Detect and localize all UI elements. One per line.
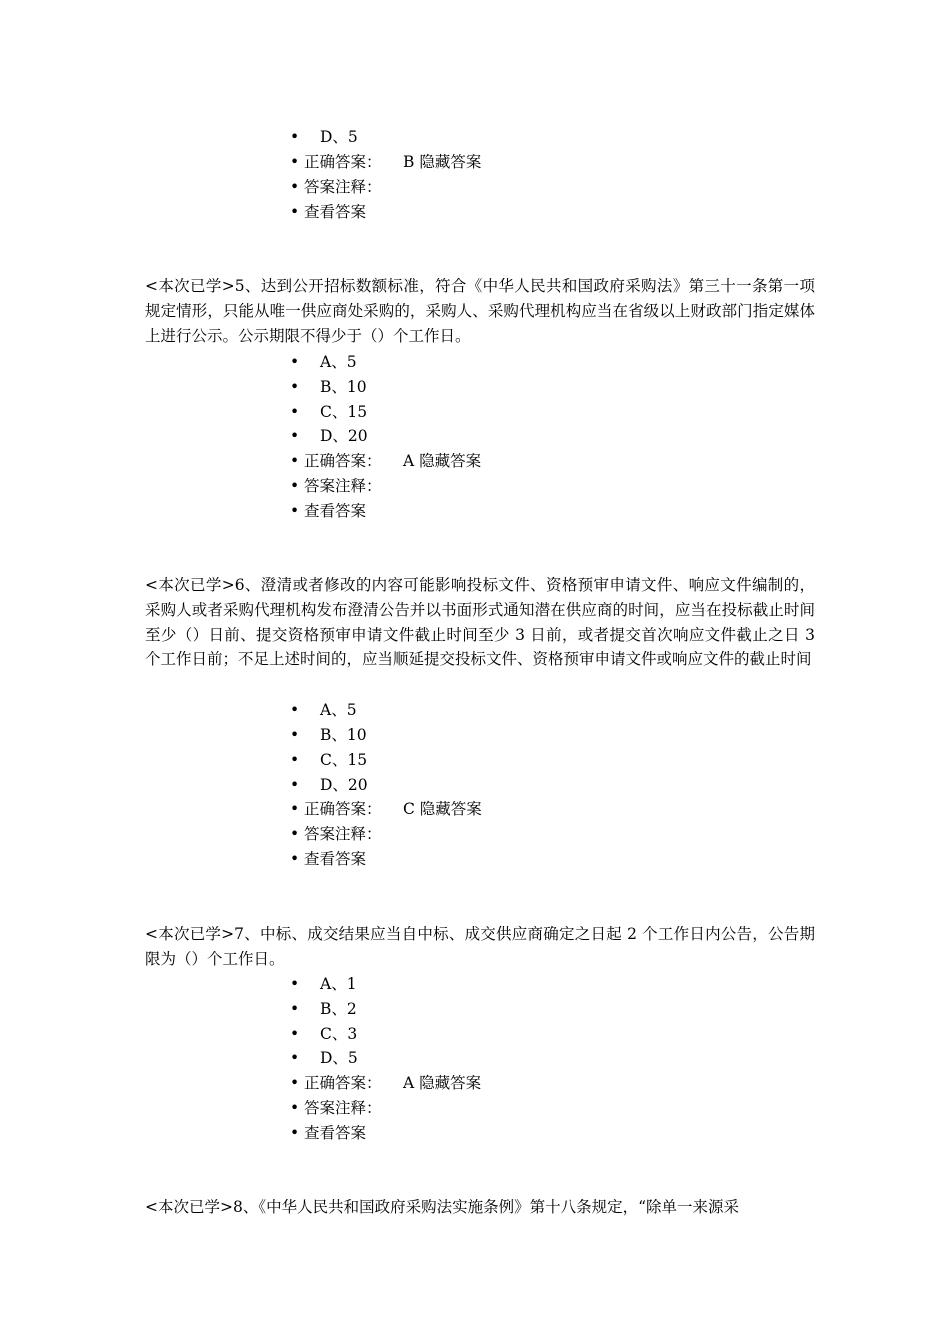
hide-answer-toggle[interactable]: A 隐藏答案 (403, 452, 482, 470)
document-page: • D、5 • 正确答案： B 隐藏答案 • 答案注释： • 查看答案 <本次已学>5、达到公开招标数额标准，符合《中华人民共和国政府采购法》第三十一条第一项规定情形，只能从唯一供应商处采购的，采购人、采购代理机构应当在省级以上财政部门指定媒体上进行公示。公示期限不得少于（）个工作日。 • A、5 • B、10 • C、15 • D、20 • 正确答案： A 隐藏答案 • 答案注释： • 查看答案 <本次已学>6、澄清或者修改的内容可能影响投标文件、资格预审申请文件、响应文件编制的，采购人或者采购代理机构发布澄清公告并以书面形式通知潜在供应商的时间，应当在投标截止时间至少（）日前、提交资格预审申请文件截止时间至少 3 日前，或者提交首次响应文件截止之日 3 个工作日前；不足上述时间的，应当顺延提交投标文件、资格预审申请文件或响应文件的截止时间 • A、5 • B、10 • C、15 • D、20 • 正确答案： C 隐藏答案 • 答案注释： • 查看答案 <本次已学>7、中标、成交结果应当自中标、成交供应商确定之日起 2 个工作日内公告，公告期限为（）个工作日。 • A、1 • B、2 • C、3 • D、5 • 正确答案： A 隐藏答案 • 答案注释： • 查看答案 <本次已学>8、《中华人民共和国政府采购法实施条例》第十八条规定，“除单一来源采 (0, 0, 950, 1344)
question-5-text: <本次已学>5、达到公开招标数额标准，符合《中华人民共和国政府采购法》第三十一条第一项规定情形，只能从唯一供应商处采购的，采购人、采购代理机构应当在省级以上财政部门指定媒体上进行公示。公示期限不得少于（）个工作日。 (145, 277, 815, 345)
question-7-text: <本次已学>7、中标、成交结果应当自中标、成交供应商确定之日起 2 个工作日内公告，公告期限为（）个工作日。 (145, 925, 815, 968)
hide-answer-toggle[interactable]: C 隐藏答案 (403, 800, 482, 818)
hide-answer-toggle[interactable]: A 隐藏答案 (403, 1074, 482, 1092)
hide-answer-toggle[interactable]: B 隐藏答案 (403, 153, 482, 171)
question-6-text: <本次已学>6、澄清或者修改的内容可能影响投标文件、资格预审申请文件、响应文件编制的，采购人或者采购代理机构发布澄清公告并以书面形式通知潜在供应商的时间，应当在投标截止时间至少（）日前、提交资格预审申请文件截止时间至少 3 日前，或者提交首次响应文件截止之日 3 个工作日前；不足上述时间的，应当顺延提交投标文件、资格预审申请文件或响应文件的截止时间 (145, 576, 815, 669)
question-8-text: <本次已学>8、《中华人民共和国政府采购法实施条例》第十八条规定，“除单一来源采 (145, 1198, 740, 1216)
